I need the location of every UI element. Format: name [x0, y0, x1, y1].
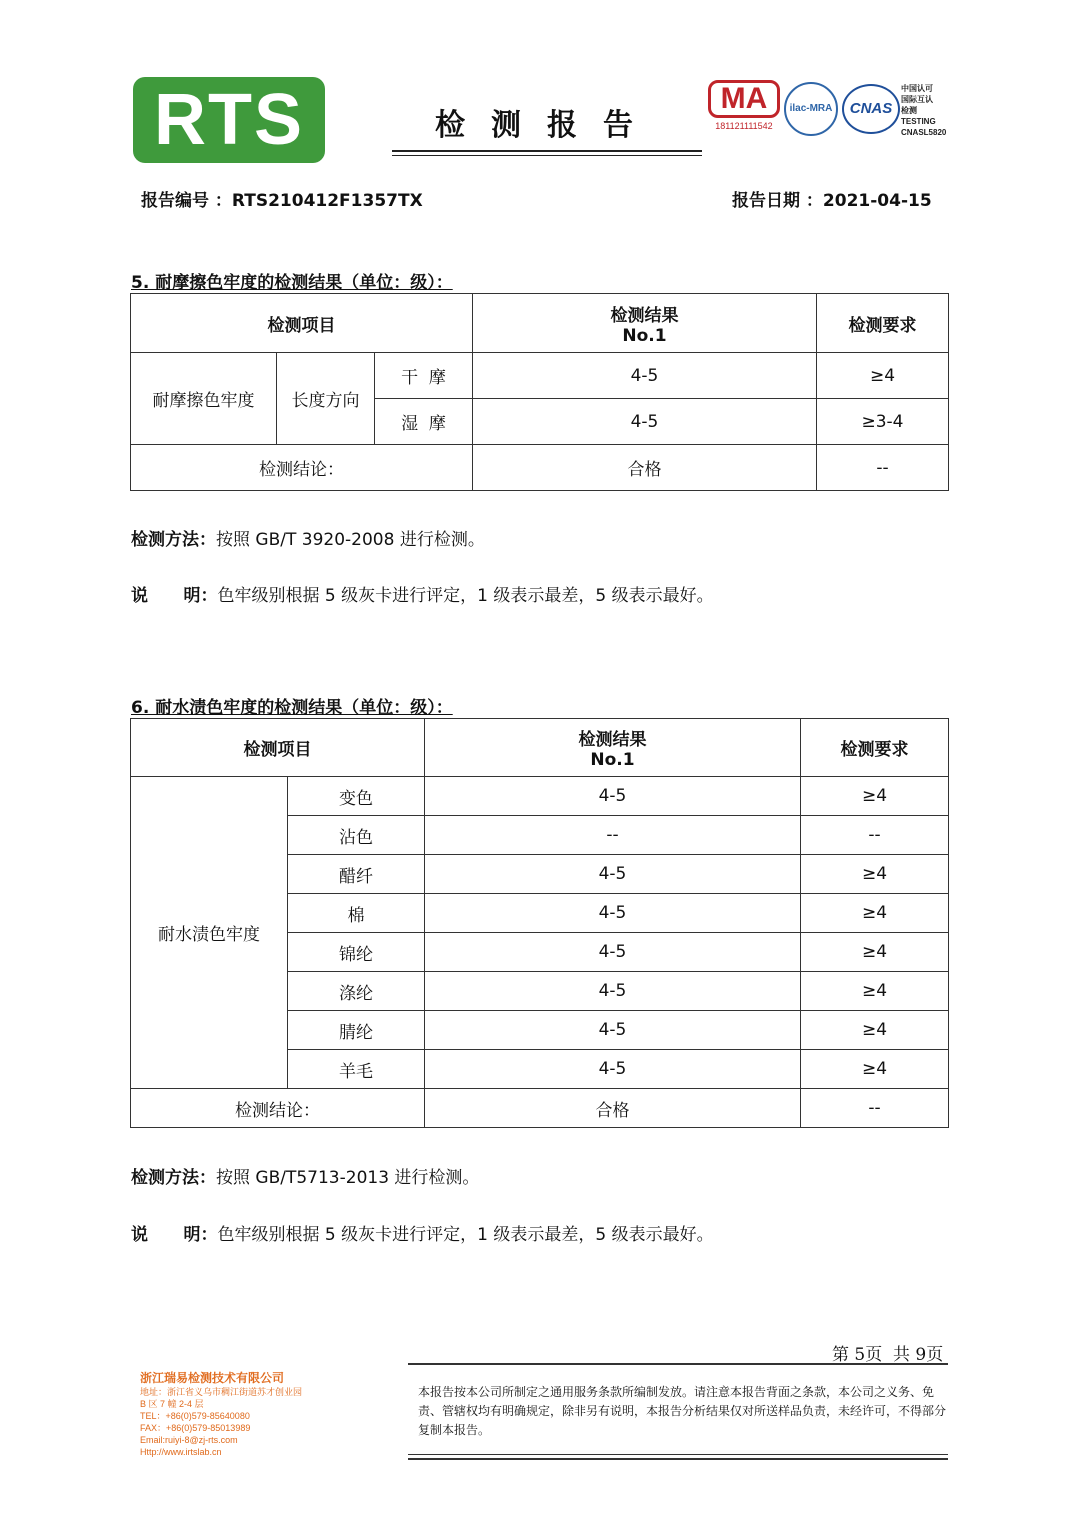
- report-number: 报告编号 ：RTS210412F1357TX: [141, 191, 423, 211]
- item-name: 锦纶: [288, 933, 425, 972]
- item-result: 4-5: [425, 972, 801, 1011]
- item-result: 4-5: [425, 1011, 801, 1050]
- conclusion-row: [131, 1089, 949, 1128]
- item-name: 醋纤: [288, 855, 425, 894]
- header-result-label: 检测结果: [610, 305, 679, 326]
- title-underline: [392, 150, 702, 152]
- cma-mark: [708, 80, 780, 131]
- item-result: 4-5: [425, 855, 801, 894]
- conclusion-row: [131, 445, 949, 491]
- item-name: 羊毛: [288, 1050, 425, 1089]
- cnas-caption-line: CNASL5820: [901, 128, 947, 137]
- method-text: 按照 GB/T 3920-2008 进行检测。: [216, 530, 485, 550]
- note-label: 说 明：: [131, 586, 218, 606]
- header-requirement: 检测要求: [801, 719, 949, 777]
- note-text: 色牢级别根据 5 级灰卡进行评定，1 级表示最差，5 级表示最好。: [217, 586, 714, 606]
- cnas-caption: [901, 83, 961, 138]
- section6-note: [131, 1220, 714, 1245]
- section6-table: [130, 718, 949, 1128]
- title-underline-thin: [392, 155, 702, 156]
- page-indicator: 第 5页 共 9页: [832, 1345, 944, 1365]
- company-name: 浙江瑞易检测技术有限公司: [140, 1371, 285, 1385]
- item-requirement: ≥4: [801, 1050, 949, 1089]
- item-result: 4-5: [425, 1050, 801, 1089]
- item-name: 腈纶: [288, 1011, 425, 1050]
- cnas-caption-line: TESTING: [901, 117, 936, 126]
- method-text: 按照 GB/T5713-2013 进行检测。: [216, 1168, 480, 1188]
- section6-method: [131, 1163, 479, 1188]
- company-fax: FAX：+86(0)579-85013989: [140, 1423, 251, 1433]
- item-name: 变色: [288, 777, 425, 816]
- item-requirement: --: [801, 816, 949, 855]
- direction-cell: 长度方向: [277, 353, 375, 445]
- company-address: 地址：浙江省义乌市稠江街道苏才创业园: [140, 1387, 303, 1397]
- item-requirement: ≥4: [801, 777, 949, 816]
- rts-logo: RTS: [133, 77, 325, 163]
- header-result-sample: No.1: [622, 325, 667, 346]
- item-requirement: ≥4: [801, 972, 949, 1011]
- item-name: 棉: [288, 894, 425, 933]
- conclusion-label: 检测结论：: [131, 1089, 425, 1128]
- company-tel: TEL：+86(0)579-85640080: [140, 1411, 250, 1421]
- section5-method: [131, 525, 485, 550]
- report-date: 报告日期 ：2021-04-15: [732, 191, 932, 211]
- cnas-logo: CNAS: [842, 84, 900, 134]
- item-result: 4-5: [473, 353, 817, 399]
- header-result: [473, 294, 817, 353]
- cma-logo: MA: [708, 80, 780, 118]
- cnas-caption-line: 检测: [901, 106, 917, 115]
- category-cell: 耐摩擦色牢度: [131, 353, 277, 445]
- conclusion-result: 合格: [473, 445, 817, 491]
- conclusion-requirement: --: [817, 445, 949, 491]
- footer-bottom-rule-thick: [408, 1458, 948, 1460]
- item-result: 4-5: [425, 894, 801, 933]
- header-requirement: 检测要求: [817, 294, 949, 353]
- method-label: 检测方法：: [131, 530, 216, 550]
- conclusion-requirement: --: [801, 1089, 949, 1128]
- item-name: 沾色: [288, 816, 425, 855]
- cnas-caption-line: 国际互认: [901, 95, 933, 104]
- company-address-2: B 区 7 幢 2-4 层: [140, 1399, 204, 1409]
- note-text: 色牢级别根据 5 级灰卡进行评定，1 级表示最差，5 级表示最好。: [217, 1225, 714, 1245]
- item-name: 湿 摩: [375, 399, 473, 445]
- table-header-row: [131, 719, 949, 777]
- item-name: 涤纶: [288, 972, 425, 1011]
- category-cell: 耐水渍色牢度: [131, 777, 288, 1089]
- item-requirement: ≥4: [801, 933, 949, 972]
- section5-table: [130, 293, 949, 491]
- conclusion-label: 检测结论：: [131, 445, 473, 491]
- item-result: 4-5: [425, 933, 801, 972]
- section5-title: 5. 耐摩擦色牢度的检测结果（单位：级）：: [131, 273, 453, 293]
- cma-number: 181121111542: [715, 121, 773, 131]
- disclaimer-text: 本报告按本公司所制定之通用服务条款所编制发放。请注意本报告背面之条款，本公司之义务、免责、管辖权均有明确规定，除非另有说明，本报告分析结果仅对所送样品负责，未经许可，不得部分复制本报告。: [418, 1385, 947, 1437]
- item-name: 干 摩: [375, 353, 473, 399]
- note-label: 说 明：: [131, 1225, 218, 1245]
- company-info: [140, 1370, 330, 1458]
- header-result-sample: No.1: [590, 750, 635, 770]
- ilac-mra-logo: ilac-MRA: [784, 82, 838, 136]
- item-requirement: ≥4: [801, 1011, 949, 1050]
- cnas-caption-line: 中国认可: [901, 84, 933, 93]
- company-website: Http://www.irtslab.cn: [140, 1447, 222, 1457]
- table-row: [131, 777, 949, 816]
- item-requirement: ≥4: [801, 855, 949, 894]
- item-requirement: ≥3-4: [817, 399, 949, 445]
- company-email: Email:ruiyi-8@zj-rts.com: [140, 1435, 238, 1445]
- item-requirement: ≥4: [817, 353, 949, 399]
- footer-divider: [408, 1363, 948, 1365]
- item-requirement: ≥4: [801, 894, 949, 933]
- table-row: [131, 353, 949, 399]
- report-title: 检测报告: [435, 108, 659, 143]
- section5-note: [131, 581, 714, 606]
- header-result-label: 检测结果: [578, 730, 647, 750]
- header-item: 检测项目: [131, 294, 473, 353]
- conclusion-result: 合格: [425, 1089, 801, 1128]
- item-result: 4-5: [425, 777, 801, 816]
- table-header-row: [131, 294, 949, 353]
- section6-title: 6. 耐水渍色牢度的检测结果（单位：级）：: [131, 698, 453, 718]
- method-label: 检测方法：: [131, 1168, 216, 1188]
- header-item: 检测项目: [131, 719, 425, 777]
- footer-bottom-rule: [408, 1454, 948, 1455]
- item-result: --: [425, 816, 801, 855]
- header-result: [425, 719, 801, 777]
- item-result: 4-5: [473, 399, 817, 445]
